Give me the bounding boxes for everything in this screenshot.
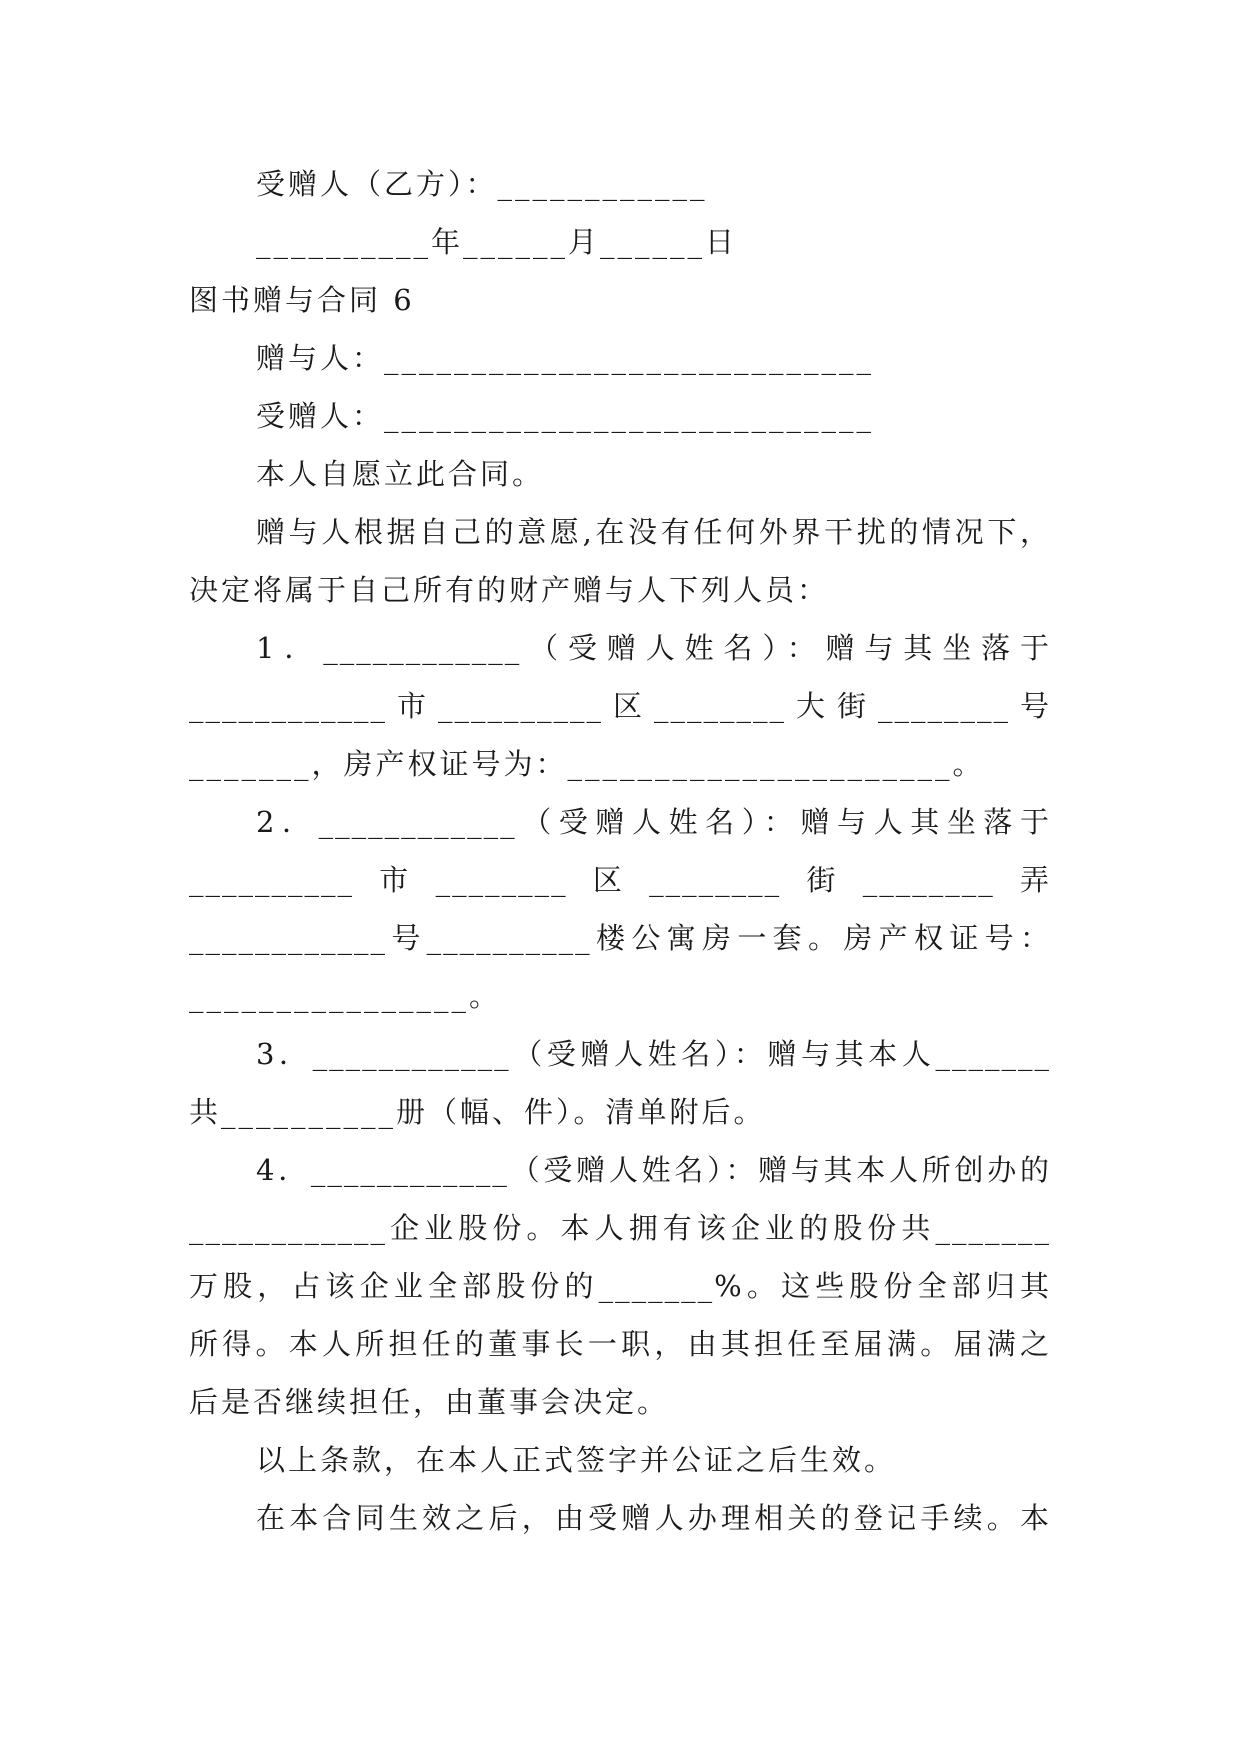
paragraph-intro-line-1: 赠与人根据自己的意愿,在没有任何外界干扰的情况下， (256, 515, 1051, 549)
clause-2-line-3: ____________号__________楼公寓房一套。房产权证号： (189, 921, 1051, 955)
effectiveness-clause: 以上条款，在本人正式签字并公证之后生效。 (256, 1443, 897, 1477)
clause-3-line-2: 共__________册（幅、件）。清单附后。 (189, 1095, 766, 1129)
donor-line: 赠与人：____________________________ (256, 341, 875, 375)
clause-1-line-1: 1．____________（受赠人姓名）：赠与其坐落于 (256, 631, 1051, 665)
clause-4-line-2: ____________企业股份。本人拥有该企业的股份共_______ (189, 1211, 1051, 1245)
clause-2-line-1: 2．____________（受赠人姓名）：赠与人其坐落于 (256, 805, 1051, 839)
clause-2-line-2: __________市________区________街________弄 (189, 863, 1051, 897)
paragraph-intro-line-2: 决定将属于自己所有的财产赠与人下列人员： (189, 573, 830, 607)
contract-heading: 图书赠与合同 6 (189, 283, 415, 317)
recipient-line: 受赠人：____________________________ (256, 399, 875, 433)
clause-4-line-5: 后是否继续担任，由董事会决定。 (189, 1385, 670, 1419)
clause-1-line-2: ____________市__________区________大街________号 (189, 689, 1051, 723)
voluntary-statement: 本人自愿立此合同。 (256, 457, 545, 491)
registration-clause-line-1: 在本合同生效之后，由受赠人办理相关的登记手续。本 (256, 1501, 1051, 1535)
clause-1-line-3: _______，房产权证号为：______________________。 (189, 747, 985, 781)
clause-2-line-4: ________________。 (189, 979, 502, 1013)
clause-4-line-1: 4．____________（受赠人姓名）：赠与其本人所创办的 (256, 1153, 1051, 1187)
recipient-party-b-line: 受赠人（乙方）：____________ (256, 167, 708, 201)
clause-4-line-4: 所得。本人所担任的董事长一职，由其担任至届满。届满之 (189, 1327, 1051, 1361)
clause-4-line-3: 万股，占该企业全部股份的_______%。这些股份全部归其 (189, 1269, 1051, 1303)
clause-3-line-1: 3．____________（受赠人姓名）：赠与其本人_______ (256, 1037, 1051, 1071)
date-line: __________年______月______日 (256, 225, 738, 259)
